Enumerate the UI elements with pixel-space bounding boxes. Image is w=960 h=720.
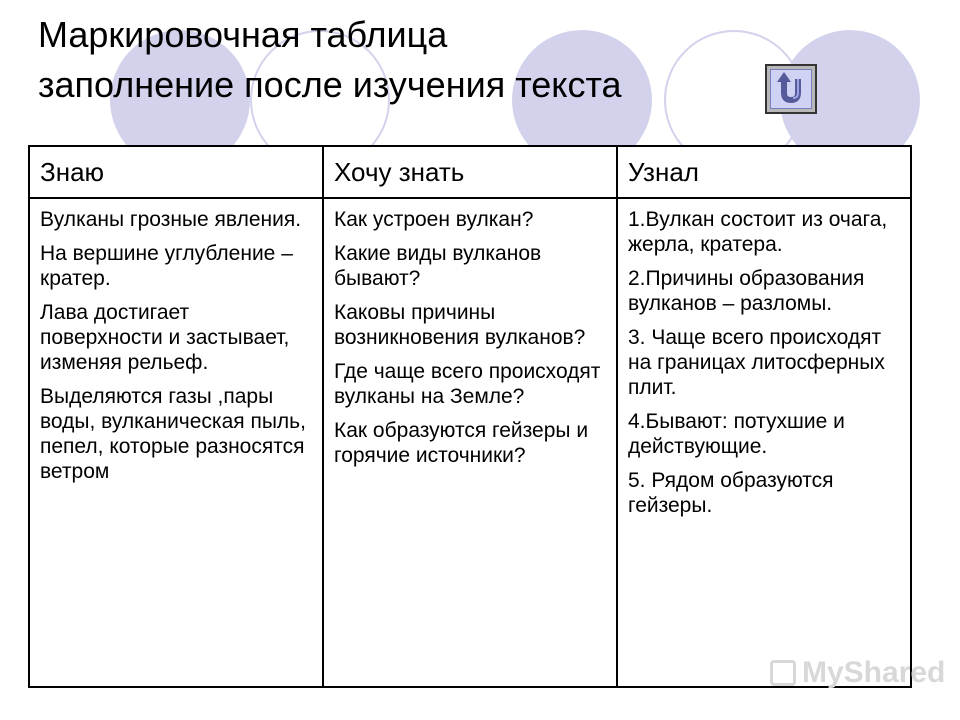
list-item: Вулканы грозные явления. [40, 208, 302, 231]
return-button[interactable] [765, 64, 817, 114]
cell-know [29, 198, 323, 687]
list-item: Какие виды вулканов бывают? [334, 242, 542, 290]
list-item: 2.Причины образования вулканов – разломы. [628, 267, 865, 315]
table-row [29, 198, 911, 687]
list-item: Выделяются газы ,пары воды, вулканическая пыль, пепел, которые разносятся ветром [40, 385, 306, 483]
watermark-text: MyShared [802, 656, 946, 689]
cell-want-to-know [323, 198, 617, 687]
list-item: Где чаще всего происходят вулканы на Земле? [334, 360, 601, 408]
list-item: Как образуются гейзеры и горячие источники? [334, 419, 589, 467]
list-item: 5. Рядом образуются гейзеры. [628, 469, 834, 517]
header-want-to-know: Хочу знать [323, 146, 617, 198]
header-know: Знаю [29, 146, 323, 198]
list-item: 1.Вулкан состоит из очага, жерла, кратера. [628, 208, 888, 256]
title-line-1: Маркировочная таблица [38, 14, 448, 55]
list-item: 4.Бывают: потухшие и действующие. [628, 410, 845, 458]
list-item: 3. Чаще всего происходят на границах литосферных плит. [628, 326, 885, 399]
cell-learned [617, 198, 911, 687]
u-turn-arrow-icon [776, 71, 806, 108]
title-line-2: заполнение после изучения текста [38, 64, 622, 105]
slide-title [38, 10, 758, 110]
list-item: Как устроен вулкан? [334, 208, 534, 231]
list-item: Лава достигает поверхности и застывает, изменяя рельеф. [40, 301, 290, 374]
header-learned: Узнал [617, 146, 911, 198]
table-header-row [29, 146, 911, 198]
list-item: На вершине углубление – кратер. [40, 242, 293, 290]
list-item: Каковы причины возникновения вулканов? [334, 301, 586, 349]
marking-table [28, 145, 912, 688]
